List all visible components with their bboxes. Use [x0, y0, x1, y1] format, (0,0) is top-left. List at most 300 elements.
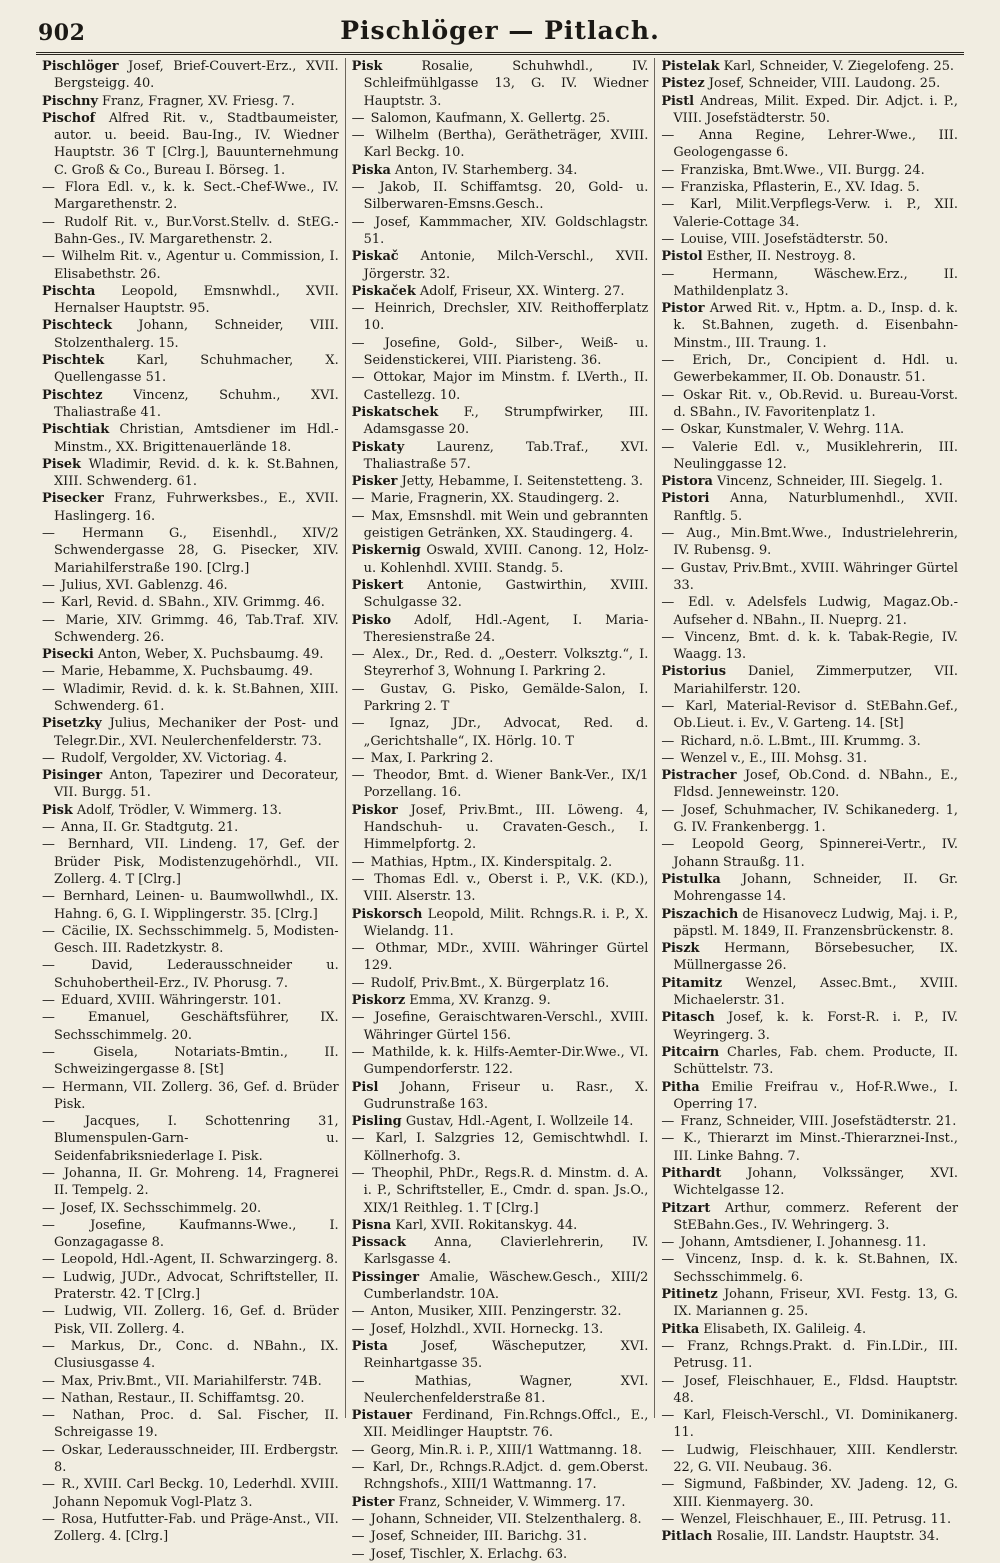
directory-entry [661, 490, 958, 525]
repeat-dash: — [42, 577, 55, 593]
entry-text: Erich, Dr., Concipient d. Hdl. u. Gewerbekammer, II. Ob. Donaustr. 51. [673, 353, 959, 386]
entry-text: Leopold, Hdl.-Agent, II. Schwarzingerg. 8. [61, 1252, 339, 1268]
directory-entry [352, 1234, 649, 1269]
directory-entry [352, 58, 649, 110]
directory-entry [352, 1009, 649, 1044]
entry-text: Johann, Schneider, VIII. Stolzenthalerg. 15. [54, 318, 339, 351]
directory-entry [42, 1269, 339, 1304]
entry-text: Wladimir, Revid. d. k. k. St.Bahnen, XIII. Schwenderg. 61. [54, 456, 339, 490]
entry-surname: Pistelak [661, 59, 720, 74]
directory-entry [42, 577, 339, 594]
running-head: Pischlöger — Pitlach. [340, 16, 660, 45]
directory-entry [42, 957, 339, 992]
directory-entry [42, 594, 339, 611]
directory-entry [42, 612, 339, 647]
repeat-dash: — [661, 266, 675, 282]
directory-entry [42, 317, 339, 352]
entry-surname: Piskernig [351, 543, 421, 559]
entry-text: Wenzel, Fleischhauer, E., III. Petrusg. 11. [680, 1511, 952, 1527]
entry-text: Hermann, Börsebesucher, IX. Müllnergasse 26. [673, 941, 958, 974]
entry-text: Mathias, Wagner, XVI. Neulerchenfelderstraße 81. [363, 1373, 649, 1406]
entry-text: Rudolf, Priv.Bmt., X. Bürgerplatz 16. [370, 975, 610, 991]
entry-text: Markus, Dr., Conc. d. NBahn., IX. Clusiusgasse 4. [54, 1338, 339, 1372]
directory-entry [661, 1251, 958, 1286]
directory-entry [661, 1528, 958, 1545]
entry-text: Vincenz, Bmt. d. k. k. Tabak-Regie, IV. Waagg. 13. [673, 629, 958, 663]
page-number: 902 [38, 20, 86, 46]
repeat-dash: — [42, 1044, 55, 1060]
entry-surname: Pitha [661, 1079, 700, 1095]
entry-text: Heinrich, Drechsler, XIV. Reithofferplatz 10. [363, 301, 649, 334]
entry-surname: Pistori [661, 491, 710, 507]
entry-surname: Pistol [661, 249, 703, 265]
repeat-dash: — [42, 526, 55, 542]
directory-entry [352, 110, 649, 127]
entry-text: Ottokar, Major im Minstm. f. LVerth., II. Castellezg. 10. [363, 370, 649, 403]
entry-text: Karl, Fleisch-Verschl., VI. Dominikanerg. 11. [673, 1408, 959, 1441]
directory-entry [42, 1009, 339, 1044]
directory-entry [352, 179, 649, 214]
entry-text: Franz, Fuhrwerksbes., E., XVII. Haslingerg. 16. [54, 491, 339, 524]
entry-surname: Pitasch [661, 1010, 715, 1026]
repeat-dash: — [42, 1338, 55, 1354]
entry-surname: Pitinetz [661, 1287, 718, 1303]
repeat-dash: — [42, 1114, 55, 1130]
entry-text: Emilie Freifrau v., Hof-R.Wwe., I. Operring 17. [673, 1079, 959, 1112]
directory-entry [661, 906, 958, 941]
repeat-dash: — [42, 1390, 55, 1406]
header-rule [36, 52, 964, 55]
entry-text: Anton, Weber, X. Puchsbaumg. 49. [97, 647, 324, 663]
entry-text: Eduard, XVIII. Währingerstr. 101. [61, 993, 282, 1009]
directory-entry [661, 352, 958, 387]
entry-text: Flora Edl. v., k. k. Sect.-Chef-Wwe., IV. Margarethenstr. 2. [54, 180, 339, 213]
repeat-dash: — [661, 162, 675, 178]
entry-text: Sigmund, Faßbinder, XV. Jadeng. 12, G. XIII. Kienmayerg. 30. [673, 1477, 958, 1510]
entry-text: David, Lederausschneider u. Schuhobertheil-Erz., IV. Phorusg. 7. [54, 958, 339, 991]
entry-text: Marie, Fragnerin, XX. Staudingerg. 2. [370, 491, 620, 507]
directory-entry [661, 196, 958, 231]
repeat-dash: — [351, 1546, 365, 1562]
entry-text: Karl, Schuhmacher, X. Quellengasse 51. [54, 353, 339, 386]
directory-entry [352, 369, 649, 404]
directory-entry [352, 802, 649, 854]
entry-surname: Pistor [661, 301, 705, 317]
entry-surname: Pisetzky [42, 716, 102, 732]
entry-text: Ferdinand, Fin.Rchngs.Offcl., E., XII. Meidlinger Hauptstr. 76. [363, 1408, 649, 1441]
entry-text: Rosa, Hutfutter-Fab. und Präge-Anst., VII. Zollerg. 4. [Clrg.] [54, 1511, 339, 1545]
entry-text: Johann, Friseur, XVI. Festg. 13, G. IX. Mariannen g. 25. [673, 1287, 959, 1320]
repeat-dash: — [351, 1373, 365, 1389]
directory-entry [352, 508, 649, 543]
entry-surname: Pischof [42, 110, 96, 126]
directory-entry [352, 1407, 649, 1442]
entry-text: de Hisanovecz Ludwig, Maj. i. P., päpstl. M. 1849, II. Franzensbrückenstr. 8. [673, 906, 959, 939]
directory-entry [42, 1251, 339, 1268]
repeat-dash: — [42, 1477, 55, 1493]
repeat-dash: — [42, 249, 55, 265]
entry-text: Adolf, Hdl.-Agent, I. Maria-Theresienstraße 24. [363, 612, 649, 645]
directory-entry [661, 473, 958, 490]
entry-text: Oskar, Lederausschneider, III. Erdbergstr. 8. [54, 1442, 339, 1476]
directory-entry [42, 1113, 339, 1165]
entry-text: Alex., Dr., Red. d. „Oesterr. Volksztg.“, I. Steyrerhof 3, Wohnung I. Parkring 2. [363, 647, 649, 680]
directory-entry [661, 750, 958, 767]
directory-entry [42, 767, 339, 802]
directory-entry [42, 1079, 339, 1114]
entry-text: Leopold, Emsnwhdl., XVII. Hernalser Hauptstr. 95. [54, 283, 339, 317]
entry-text: Hermann G., Eisenhdl., XIV/2 Schwendergasse 28, G. Pisecker, XIV. Mariahilferstraße 190. [Clrg.] [54, 526, 339, 576]
entry-text: Anna, II. Gr. Stadtgutg. 21. [61, 820, 239, 836]
columns [36, 58, 964, 1562]
entry-surname: Pischny [42, 93, 98, 109]
entry-text: Bernhard, Leinen- u. Baumwollwhdl., IX. Hahng. 6, G. I. Wipplingerstr. 35. [Clrg.] [54, 889, 339, 922]
repeat-dash: — [351, 768, 365, 784]
entry-text: Wenzel v., E., III. Mohsg. 31. [680, 750, 868, 766]
entry-text: Louise, VIII. Josefstädterstr. 50. [680, 231, 889, 247]
directory-entry [42, 1200, 339, 1217]
entry-text: Antonie, Gastwirthin, XVIII. Schulgasse 32. [363, 577, 649, 611]
entry-text: Josef, Ob.Cond. d. NBahn., E., Fldsd. Jenneweinstr. 120. [673, 768, 959, 801]
entry-surname: Pistracher [661, 768, 737, 784]
entry-surname: Piszk [661, 941, 700, 957]
entry-text: Ludwig, JUDr., Advocat, Schriftsteller, II. Praterstr. 42. T [Clrg.] [54, 1269, 339, 1303]
directory-entry [352, 992, 649, 1009]
entry-text: Amalie, Wäschew.Gesch., XIII/2 Cumberlandstr. 10A. [363, 1269, 649, 1303]
entry-surname: Pistauer [351, 1408, 413, 1424]
entry-text: Anna, Naturblumenhdl., XVII. Ranftlg. 5. [673, 491, 958, 524]
repeat-dash: — [42, 1373, 55, 1389]
directory-entry [42, 93, 339, 110]
repeat-dash: — [661, 197, 675, 213]
column-1 [36, 58, 345, 1545]
entry-text: Cäcilie, IX. Sechsschimmelg. 5, Modisten-Gesch. III. Radetzkystr. 8. [54, 923, 339, 957]
entry-surname: Pitcairn [661, 1044, 720, 1060]
directory-entry [352, 404, 649, 439]
directory-entry [42, 387, 339, 422]
directory-entry [352, 681, 649, 716]
repeat-dash: — [351, 1010, 365, 1026]
directory-entry [42, 1165, 339, 1200]
entry-text: Karl, Milit.Verpflegs-Verw. i. P., XII. Valerie-Cottage 34. [673, 197, 959, 230]
entry-surname: Pissack [351, 1235, 406, 1251]
repeat-dash: — [42, 1304, 55, 1320]
repeat-dash: — [42, 1010, 55, 1026]
repeat-dash: — [661, 595, 675, 611]
directory-entry [42, 1217, 339, 1252]
entry-surname: Pisker [351, 474, 398, 490]
directory-entry [661, 179, 958, 196]
directory-entry [661, 975, 958, 1010]
repeat-dash: — [351, 1131, 365, 1147]
directory-entry [661, 767, 958, 802]
entry-surname: Pistora [661, 474, 713, 490]
directory-entry [42, 819, 339, 836]
entry-surname: Pistorius [661, 664, 727, 680]
repeat-dash: — [351, 1529, 365, 1545]
repeat-dash: — [42, 923, 55, 939]
repeat-dash: — [351, 335, 365, 351]
repeat-dash: — [351, 128, 365, 144]
entry-surname: Piska [351, 162, 391, 178]
repeat-dash: — [661, 1235, 675, 1251]
directory-entry [352, 1044, 649, 1079]
directory-entry [42, 1442, 339, 1477]
repeat-dash: — [42, 664, 55, 680]
directory-entry [661, 1373, 958, 1408]
repeat-dash: — [42, 681, 55, 697]
repeat-dash: — [661, 180, 675, 196]
entry-surname: Pitamitz [661, 975, 723, 991]
repeat-dash: — [661, 387, 675, 403]
repeat-dash: — [351, 871, 365, 887]
entry-surname: Pissinger [351, 1269, 420, 1285]
entry-text: Julius, Mechaniker der Post- und Telegr.Dir., XVI. Neulerchenfelderstr. 73. [54, 716, 339, 749]
entry-text: Johann, Volkssänger, XVI. Wichtelgasse 12. [673, 1166, 959, 1199]
entry-text: Ludwig, Fleischhauer, XIII. Kendlerstr. 22, G. VII. Neubaug. 36. [673, 1442, 959, 1476]
directory-entry [352, 214, 649, 249]
directory-entry [42, 1511, 339, 1546]
repeat-dash: — [351, 1166, 365, 1181]
column-3 [654, 58, 964, 1545]
repeat-dash: — [661, 231, 675, 247]
entry-text: Adolf, Trödler, V. Wimmerg. 13. [76, 802, 282, 818]
directory-entry [661, 387, 958, 422]
entry-text: Richard, n.ö. L.Bmt., III. Krummg. 3. [680, 733, 921, 749]
repeat-dash: — [42, 993, 55, 1009]
directory-entry [661, 1511, 958, 1528]
directory-entry [661, 802, 958, 837]
entry-text: Arwed Rit. v., Hptm. a. D., Insp. d. k. k. St.Bahnen, zugeth. d. Eisenbahn-Minstm., III. Traung. 1. [673, 301, 959, 351]
entry-text: Josef, k. k. Forst-R. i. P., IV. Weyringerg. 3. [673, 1010, 959, 1043]
entry-text: Johanna, II. Gr. Mohreng. 14, Fragnerei II. Tempelg. 2. [54, 1166, 339, 1199]
entry-text: Franz, Fragner, XV. Friesg. 7. [102, 93, 295, 109]
entry-text: Karl, Schneider, V. Ziegelofeng. 25. [723, 59, 955, 74]
repeat-dash: — [661, 439, 675, 455]
repeat-dash: — [42, 1442, 55, 1458]
directory-entry [661, 439, 958, 474]
entry-surname: Piszachich [661, 906, 739, 922]
entry-text: Anton, Musiker, XIII. Penzingerstr. 32. [370, 1304, 622, 1320]
entry-text: Wilhelm (Bertha), Gerätheträger, XVIII. Karl Beckg. 10. [363, 128, 649, 161]
entry-text: Rudolf Rit. v., Bur.Vorst.Stellv. d. StEG.-Bahn-Ges., IV. Margarethenstr. 2. [54, 214, 339, 247]
directory-entry [661, 1321, 958, 1338]
repeat-dash: — [661, 802, 675, 818]
entry-surname: Pisecki [42, 647, 94, 663]
entry-surname: Pischtek [42, 353, 105, 369]
entry-surname: Pischteck [42, 318, 113, 334]
entry-text: Rosalie, Schuhwhdl., IV. Schleifmühlgasse 13, G. IV. Wiedner Hauptstr. 3. [363, 59, 649, 109]
directory-entry [352, 646, 649, 681]
entry-text: Josef, Holzhdl., XVII. Horneckg. 13. [370, 1321, 604, 1337]
directory-entry [352, 1459, 649, 1494]
repeat-dash: — [351, 1442, 365, 1458]
directory-entry [352, 1130, 649, 1165]
entry-text: Vincenz, Schneider, III. Siegelg. 1. [717, 474, 943, 490]
repeat-dash: — [351, 508, 365, 524]
entry-text: Karl, Material-Revisor d. StEBahn.Gef., Ob.Lieut. i. Ev., V. Garteng. 14. [St] [673, 698, 959, 732]
entry-text: Gisela, Notariats-Bmtin., II. Schweizingergasse 8. [St] [54, 1044, 339, 1078]
directory-entry [352, 854, 649, 871]
directory-entry [42, 283, 339, 318]
directory-entry [352, 1321, 649, 1338]
repeat-dash: — [42, 958, 55, 974]
entry-text: Jetty, Hebamme, I. Seitenstetteng. 3. [401, 474, 644, 490]
entry-text: Josef, Schuhmacher, IV. Schikanederg. 1, G. IV. Frankenbergg. 1. [673, 802, 959, 836]
entry-text: Josef, Brief-Couvert-Erz., XVII. Bergsteigg. 40. [54, 59, 339, 92]
directory-entry [42, 836, 339, 888]
repeat-dash: — [42, 1217, 55, 1233]
directory-entry [661, 594, 958, 629]
entry-text: Daniel, Zimmerputzer, VII. Mariahilferstr. 120. [673, 664, 959, 697]
repeat-dash: — [42, 1166, 55, 1181]
directory-entry [661, 127, 958, 162]
repeat-dash: — [42, 180, 55, 196]
directory-entry [352, 940, 649, 975]
entry-text: Franz, Rchngs.Prakt. d. Fin.LDir., III. Petrusg. 11. [673, 1338, 959, 1372]
directory-entry [352, 1269, 649, 1304]
repeat-dash: — [661, 1114, 675, 1130]
entry-surname: Pisko [351, 612, 392, 628]
repeat-dash: — [661, 1511, 675, 1527]
directory-entry [661, 733, 958, 750]
directory-entry [352, 715, 649, 750]
repeat-dash: — [661, 422, 675, 438]
repeat-dash: — [351, 180, 365, 196]
repeat-dash: — [42, 1408, 55, 1424]
entry-surname: Piskert [351, 577, 404, 593]
entry-text: Josefine, Geraischtwaren-Verschl., XVIII. Währinger Gürtel 156. [363, 1010, 649, 1043]
repeat-dash: — [42, 1200, 55, 1216]
directory-entry [352, 871, 649, 906]
repeat-dash: — [42, 1252, 55, 1268]
entry-surname: Pisk [42, 802, 73, 818]
entry-text: Ignaz, JDr., Advocat, Red. d. „Gerichtshalle“, IX. Hörlg. 10. T [363, 716, 649, 749]
directory-entry [42, 923, 339, 958]
repeat-dash: — [661, 353, 675, 369]
directory-entry [661, 93, 958, 128]
page-header [38, 14, 962, 48]
entry-text: Thomas Edl. v., Oberst i. P., V.K. (KD.), VIII. Alserstr. 13. [363, 871, 649, 905]
directory-entry [42, 1044, 339, 1079]
entry-text: Salomon, Kaufmann, X. Gellertg. 25. [370, 110, 611, 126]
entry-text: Johann, Amtsdiener, I. Johannesg. 11. [680, 1235, 927, 1251]
entry-surname: Pitka [661, 1321, 700, 1337]
directory-entry [42, 421, 339, 456]
entry-text: Bernhard, VII. Lindeng. 17, Gef. der Brüder Pisk, Modistenzugehörhdl., VII. Zollerg. 4. T [Clrg.] [54, 837, 339, 887]
directory-entry [661, 1079, 958, 1114]
entry-text: Anna Regine, Lehrer-Wwe., III. Geologengasse 6. [673, 128, 958, 161]
directory-entry [661, 629, 958, 664]
repeat-dash: — [42, 1079, 55, 1095]
entry-surname: Pitzart [661, 1200, 711, 1216]
repeat-dash: — [661, 733, 675, 749]
repeat-dash: — [42, 1269, 55, 1285]
directory-entry [42, 992, 339, 1009]
repeat-dash: — [42, 837, 55, 853]
entry-text: Julius, XVI. Gablenzg. 46. [61, 577, 228, 593]
entry-text: Adolf, Friseur, XX. Winterg. 27. [419, 283, 625, 299]
entry-text: Elisabeth, IX. Galileig. 4. [703, 1321, 867, 1337]
directory-entry [661, 560, 958, 595]
entry-text: Josefine, Gold-, Silber-, Weiß- u. Seidenstickerei, VIII. Piaristeng. 36. [363, 335, 649, 369]
entry-surname: Piskaček [351, 283, 416, 299]
entry-text: Josef, Schneider, VIII. Laudong. 25. [708, 76, 941, 92]
directory-entry [42, 179, 339, 214]
entry-text: Franz, Schneider, VIII. Josefstädterstr. 21. [680, 1114, 957, 1130]
entry-surname: Piskorz [351, 993, 406, 1009]
directory-entry [352, 248, 649, 283]
repeat-dash: — [351, 854, 365, 870]
entry-text: Nathan, Proc. d. Sal. Fischer, II. Schreigasse 19. [54, 1408, 339, 1441]
entry-text: Wilhelm Rit. v., Agentur u. Commission, I. Elisabethstr. 26. [54, 249, 339, 282]
entry-text: Theodor, Bmt. d. Wiener Bank-Ver., IX/1 Porzellang. 16. [363, 768, 649, 801]
repeat-dash: — [351, 1304, 365, 1320]
directory-entry [661, 940, 958, 975]
entry-surname: Pistulka [661, 871, 721, 887]
repeat-dash: — [351, 370, 365, 386]
entry-text: Marie, XIV. Grimmg. 46, Tab.Traf. XIV. Schwenderg. 26. [54, 612, 339, 645]
entry-text: Josef, Tischler, X. Erlachg. 63. [370, 1546, 568, 1562]
directory-entry [352, 1546, 649, 1563]
entry-text: Josef, Priv.Bmt., III. Löweng. 4, Handschuh- u. Cravaten-Gesch., I. Himmelpfortg. 2. [363, 802, 649, 853]
entry-text: Christian, Amtsdiener im Hdl.-Minstm., XX. Brigittenauerlände 18. [54, 422, 339, 455]
entry-surname: Pisinger [42, 768, 103, 784]
directory-entry [661, 1130, 958, 1165]
directory-entry [42, 58, 339, 93]
repeat-dash: — [661, 1477, 675, 1493]
entry-surname: Pisecker [42, 491, 104, 507]
entry-surname: Pithardt [661, 1166, 722, 1181]
entry-surname: Pisling [351, 1114, 402, 1130]
directory-entry [352, 1338, 649, 1373]
directory-entry [352, 1165, 649, 1217]
repeat-dash: — [351, 1511, 365, 1527]
entry-surname: Piskor [351, 802, 398, 818]
directory-entry [42, 1303, 339, 1338]
entry-text: Aug., Min.Bmt.Wwe., Industrielehrerin, IV. Rubensg. 9. [673, 526, 959, 559]
entry-surname: Pisek [42, 456, 81, 472]
entry-text: Edl. v. Adelsfels Ludwig, Magaz.Ob.-Aufseher d. NBahn., II. Nueprg. 21. [673, 595, 958, 628]
repeat-dash: — [661, 1442, 675, 1458]
entry-text: Franz, Schneider, V. Wimmerg. 17. [398, 1494, 626, 1510]
directory-entry [661, 1338, 958, 1373]
repeat-dash: — [351, 1460, 365, 1476]
directory-entry [42, 715, 339, 750]
repeat-dash: — [42, 820, 55, 836]
entry-text: Jacques, I. Schottenring 31, Blumenspulen-Garn- u. Seidenfabriksniederlage I. Pisk. [54, 1114, 339, 1164]
entry-text: Leopold, Milit. Rchngs.R. i. P., X. Wielandg. 11. [363, 906, 649, 939]
directory-entry [42, 681, 339, 716]
repeat-dash: — [42, 1511, 55, 1527]
directory-entry [352, 1079, 649, 1114]
entry-text: Anton, IV. Starhemberg. 34. [394, 162, 578, 178]
repeat-dash: — [351, 214, 365, 230]
entry-surname: Piskorsch [351, 906, 423, 922]
entry-text: Max, Emsnshdl. mit Wein und gebrannten geistigen Getränken, XX. Staudingerg. 4. [363, 508, 649, 542]
directory-entry [661, 1200, 958, 1235]
entry-text: Anton, Tapezirer und Decorateur, VII. Burgg. 51. [54, 768, 339, 801]
entry-surname: Pisna [351, 1217, 392, 1233]
repeat-dash: — [661, 1408, 675, 1424]
entry-text: Arthur, commerz. Referent der StEBahn.Ges., IV. Wehringerg. 3. [673, 1200, 958, 1233]
directory-entry [661, 1009, 958, 1044]
entry-text: Rosalie, III. Landstr. Hauptstr. 34. [716, 1529, 940, 1545]
directory-entry [42, 110, 339, 179]
directory-entry [352, 490, 649, 507]
entry-text: Karl, XVII. Rokitanskyg. 44. [395, 1217, 578, 1233]
directory-entry [42, 456, 339, 491]
